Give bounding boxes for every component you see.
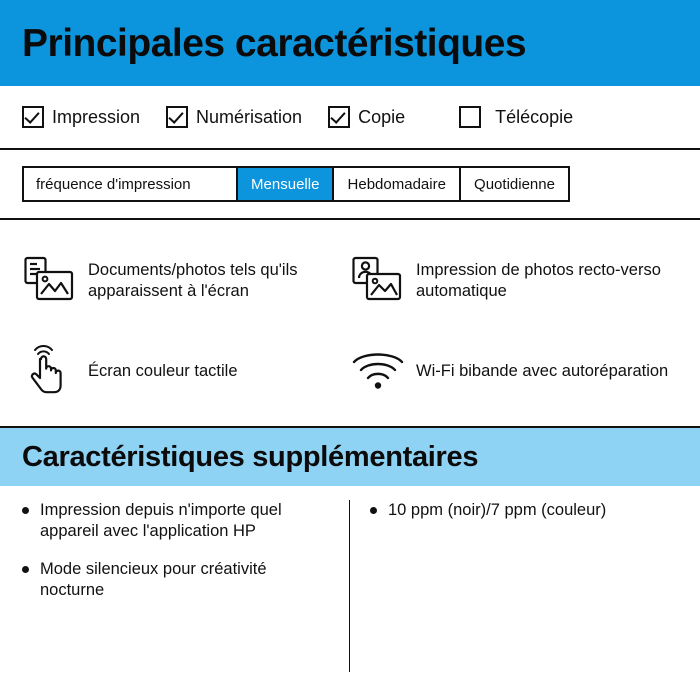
- bullet-text: Mode silencieux pour créativité nocturne: [40, 559, 267, 600]
- features-row-1: [22, 236, 678, 326]
- feature-text: Écran couleur tactile: [88, 361, 238, 380]
- bullet-dot-icon: [370, 507, 377, 514]
- extra-features-bullets: [0, 486, 700, 672]
- feature-documents-photos: [22, 236, 350, 326]
- capability-copie[interactable]: [328, 106, 405, 128]
- capability-label: Impression: [52, 106, 141, 127]
- capability-label: Copie: [358, 106, 406, 127]
- document-photo-icon: [22, 253, 78, 309]
- checkbox-checked-icon[interactable]: [166, 106, 188, 128]
- main-title-banner: [0, 0, 700, 86]
- capability-label: Numérisation: [196, 106, 303, 127]
- frequency-option-hebdomadaire[interactable]: Hebdomadaire: [332, 168, 459, 200]
- list-item: [22, 559, 331, 602]
- checkbox-unchecked-icon[interactable]: [459, 106, 481, 128]
- bullet-text: 10 ppm (noir)/7 ppm (couleur): [388, 501, 607, 519]
- list-item: [370, 500, 682, 521]
- print-frequency-section: [0, 150, 700, 220]
- duplex-photo-icon: [350, 253, 406, 309]
- capability-numerisation[interactable]: [166, 106, 302, 128]
- feature-duplex-photo: [350, 236, 678, 326]
- feature-text: Impression de photos recto-verso automatique: [416, 261, 661, 300]
- bullet-column-left: [0, 500, 350, 672]
- feature-text: Wi-Fi bibande avec autoréparation: [416, 361, 669, 380]
- bullet-dot-icon: [22, 566, 29, 573]
- feature-touchscreen: [22, 326, 350, 416]
- features-row-2: [22, 326, 678, 416]
- extra-features-title: Caractéristiques supplémentaires: [22, 440, 479, 473]
- frequency-segmented-control[interactable]: [22, 166, 570, 202]
- extra-features-banner: [0, 428, 700, 486]
- capability-label: Télécopie: [495, 106, 574, 127]
- frequency-label: fréquence d'impression: [24, 168, 236, 200]
- page-title: Principales caractéristiques: [22, 21, 527, 65]
- frequency-option-mensuelle[interactable]: Mensuelle: [236, 168, 332, 200]
- list-item: [22, 500, 331, 543]
- capability-impression[interactable]: [22, 106, 140, 128]
- touchscreen-hand-icon: [22, 343, 78, 399]
- capability-telecopie[interactable]: [459, 106, 573, 128]
- bullet-text: Impression depuis n'importe quel appareil avec l'application HP: [40, 501, 282, 541]
- capabilities-row: [0, 86, 700, 150]
- feature-wifi: [350, 326, 678, 416]
- feature-text: Documents/photos tels qu'ils apparaissent à l'écran: [88, 261, 298, 300]
- wifi-icon: [350, 343, 406, 399]
- checkbox-checked-icon[interactable]: [22, 106, 44, 128]
- checkbox-checked-icon[interactable]: [328, 106, 350, 128]
- frequency-option-quotidienne[interactable]: Quotidienne: [459, 168, 568, 200]
- features-grid: [0, 220, 700, 428]
- bullet-column-right: [350, 500, 700, 672]
- bullet-dot-icon: [22, 507, 29, 514]
